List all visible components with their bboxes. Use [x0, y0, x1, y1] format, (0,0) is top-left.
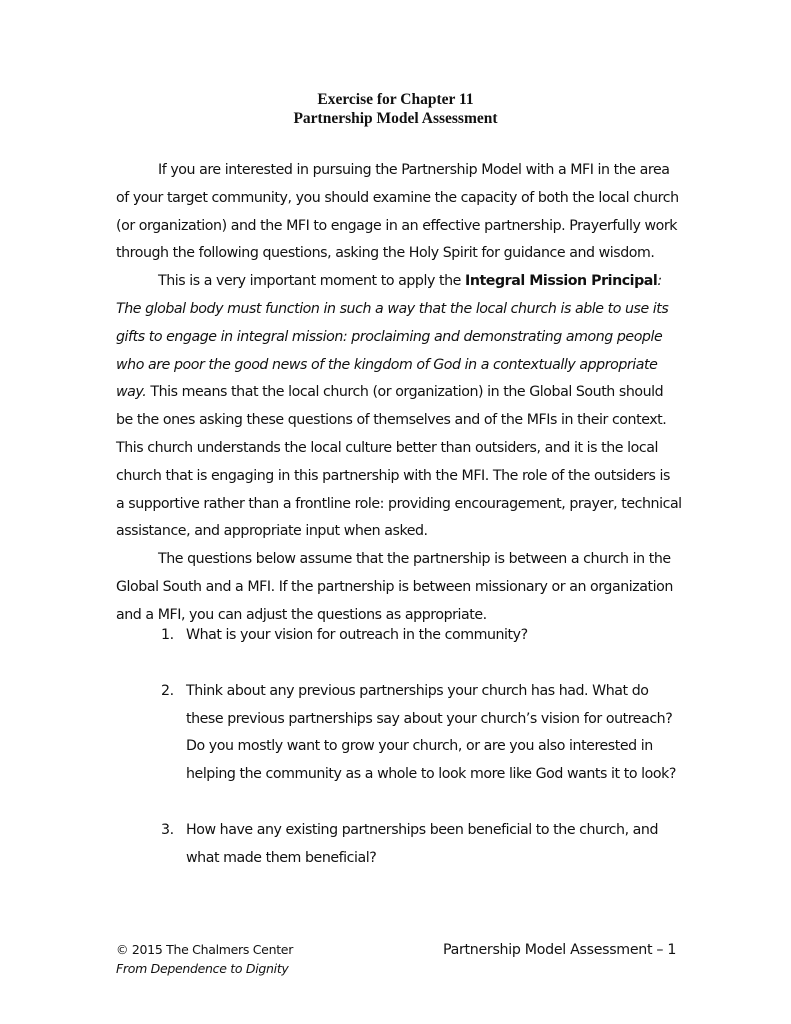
question-text: How have any existing partnerships been beneficial to the church, and what made them beneficial?	[186, 821, 659, 866]
question-item	[116, 622, 682, 650]
copyright-notice: © 2015 The Chalmers Center	[116, 942, 294, 957]
question-number: 3.	[161, 821, 174, 838]
paragraph-intro: If you are interested in pursuing the Partnership Model with a MFI in the area of your target community, you should examine the capacity of both the local church (or organization) and the MFI to engage in an effective partnership. Prayerfully work through the following questions, asking the Holy Spirit for guidance and wisdom.	[116, 162, 679, 262]
question-item	[116, 678, 682, 789]
document-title: Exercise for Chapter 11	[317, 91, 474, 108]
document-subtitle: Partnership Model Assessment	[293, 110, 498, 127]
principle-explanation: This means that the local church (or organization) in the Global South should be the ones asking these questions of themselves and of the MFIs in their context. This church understands the local culture better than outsiders, and it is the local church that is engaging in this partnership with the MFI. The role of the outsiders is a supportive rather than a frontline role: providing encouragement, prayer, technical assistance, and appropriate input when asked.	[116, 384, 682, 540]
question-number: 2.	[161, 682, 174, 699]
question-number: 1.	[161, 627, 174, 643]
principle-quote: : The global body must function in such a way that the local church is able to use its gifts to engage in integral mission: proclaiming and demonstrating among people who are poor the good news of the kingdom of God in a contextually appropriate way.	[116, 273, 669, 401]
paragraph-assumption: The questions below assume that the partnership is between a church in the Global South and a MFI. If the partnership is between missionary or an organization and a MFI, you can adjust the questions as appropriate.	[116, 551, 673, 623]
footer-credits	[116, 940, 293, 978]
principle-lead: This is a very important moment to apply the	[158, 273, 465, 290]
book-title: From Dependence to Dignity	[116, 961, 289, 976]
question-item	[116, 817, 682, 873]
question-list	[116, 622, 682, 901]
principle-name: Integral Mission Principal	[464, 273, 658, 290]
paragraph-principle	[116, 268, 682, 546]
body-text	[116, 157, 682, 630]
page-footer-label: Partnership Model Assessment – 1	[443, 942, 677, 958]
question-text: What is your vision for outreach in the community?	[186, 627, 528, 643]
question-text: Think about any previous partnerships your church has had. What do these previous partnerships say about your church’s vision for outreach? Do you mostly want to grow your church, or are you also interested in helping the community as a whole to look more like God wants it to look?	[186, 682, 676, 783]
